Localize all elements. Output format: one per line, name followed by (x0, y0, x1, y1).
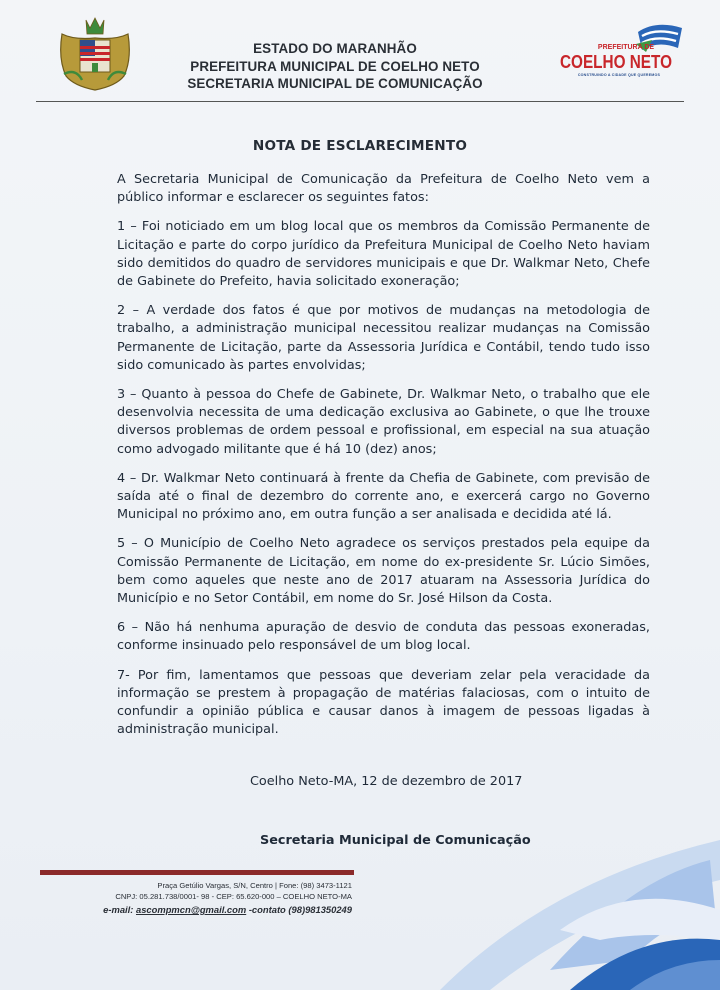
footer-divider (40, 870, 354, 875)
logo-slogan: CONSTRUINDO A CIDADE QUE QUEREMOS (577, 73, 661, 77)
paragraph-4: 4 – Dr. Walkmar Neto continuará à frente da Chefia de Gabinete, com previsão de saída até o final de dezembro do corrente ano, e exercerá cargo no Governo Municipal no próximo ano, em outra função a ser analisada e decidida até lá. (117, 470, 650, 523)
header-state: ESTADO DO MARANHÃO (253, 41, 417, 56)
document-body (117, 171, 650, 750)
paragraph-3: 3 – Quanto à pessoa do Chefe de Gabinete, Dr. Walkmar Neto, o trabalho que ele desenvolvia necessita de uma dedicação exclusiva ao Gabinete, o que lhe trouxe diversos problemas de ordem pessoal e profissional, em especial na sua atuação como advogado militante que é há 10 (dez) anos; (117, 387, 650, 457)
document-title: NOTA DE ESCLARECIMENTO (252, 138, 468, 154)
decorative-waves (430, 820, 720, 990)
footer-address: Praça Getúlio Vargas, S/N, Centro | Fone: (98) 3473-1121 (157, 881, 352, 890)
document-date: Coelho Neto-MA, 12 de dezembro de 2017 (250, 774, 523, 789)
header-prefeitura: PREFEITURA MUNICIPAL DE COELHO NETO (190, 58, 480, 74)
footer-contact (40, 903, 352, 917)
footer-email-link[interactable]: ascompmcn@gmail.com (135, 904, 247, 915)
paragraph-6: 6 – Não há nenhuma apuração de desvio de conduta das pessoas exoneradas, conforme insinuado pelo responsável de um blog local. (117, 620, 650, 654)
footer (40, 880, 352, 917)
letterhead (160, 40, 510, 93)
header-secretaria: SECRETARIA MUNICIPAL DE COMUNICAÇÃO (187, 76, 483, 91)
state-coat-of-arms-icon (56, 14, 134, 92)
paragraph-1: 1 – Foi noticiado em um blog local que os membros da Comissão Permanente de Licitação e parte do corpo jurídico da Prefeitura Municipal de Coelho Neto haviam sido demitidos do quadro de servidores municipais e que Dr. Walkmar Neto, Chefe de Gabinete do Prefeito, havia solicitado exoneração; (117, 219, 650, 290)
logo-top-text: PREFEITURA DE (597, 44, 655, 51)
footer-ids: CNPJ: 05.281.738/0001- 98 - CEP: 65.620-000 – COELHO NETO-MA (115, 892, 352, 901)
logo-name-text: COELHO NETO (560, 52, 672, 72)
header-divider (36, 101, 684, 102)
paragraph-5: 5 – O Município de Coelho Neto agradece os serviços prestados pela equipe da Comissão Permanente de Licitação, em nome do ex-presidente Sr. Lúcio Simões, bem como aqueles que neste ano de 2017 atuaram na Assessoria Jurídica do Município e no Setor Contábil, em nome do Sr. José Hilson da Costa. (117, 536, 650, 607)
paragraph-7: 7- Por fim, lamentamos que pessoas que deveriam zelar pela veracidade da informação se prestem à propagação de matérias falaciosas, com o intuito de confundir a opinião pública e causar danos à imagem de pessoas ligadas à administração municipal. (117, 667, 650, 738)
paragraph-intro: A Secretaria Municipal de Comunicação da Prefeitura de Coelho Neto vem a público informar e esclarecer os seguintes fatos: (117, 172, 650, 206)
paragraph-2: 2 – A verdade dos fatos é que por motivos de mudanças na metodologia de trabalho, a administração municipal necessitou realizar mudanças na Comissão Permanente de Licitação, parte da Assessoria Jurídica e Contábil, tendo tudo isso sido comunicado às partes envolvidas; (117, 303, 650, 373)
footer-email-label: e-mail: (103, 904, 134, 915)
footer-contact-phone: -contato (98)981350249 (248, 904, 352, 915)
signature: Secretaria Municipal de Comunicação (260, 833, 531, 848)
